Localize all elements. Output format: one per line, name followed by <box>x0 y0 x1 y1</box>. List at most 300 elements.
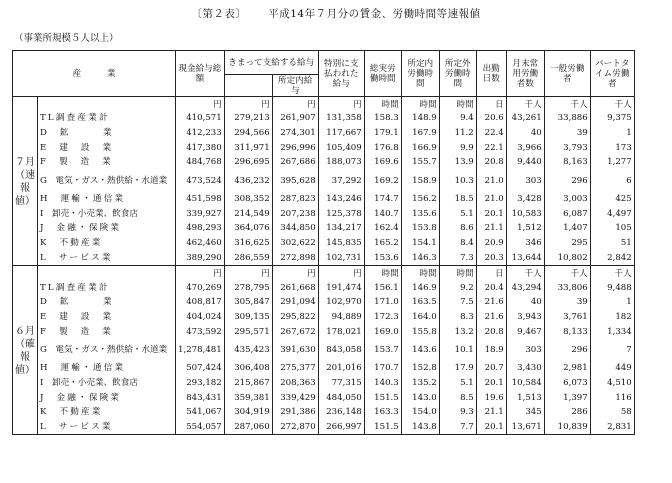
value-cell: 364,076 <box>224 221 272 236</box>
value-cell: 151.5 <box>364 390 401 405</box>
value-cell: 473,592 <box>176 324 225 339</box>
value-cell: 201,016 <box>318 361 364 376</box>
value-cell: 153.6 <box>364 251 401 266</box>
value-cell: 146.9 <box>401 280 439 295</box>
value-cell: 462,460 <box>176 236 225 251</box>
industry-cell: H 運輸・通信業 <box>38 192 176 207</box>
unit-cell: 千人 <box>506 97 544 112</box>
value-cell: 39 <box>544 295 590 310</box>
value-cell: 105 <box>590 221 634 236</box>
value-cell: 272,870 <box>272 420 318 435</box>
value-cell: 843,058 <box>318 339 364 361</box>
value-cell: 8,133 <box>544 324 590 339</box>
value-cell: 13,671 <box>506 420 544 435</box>
value-cell: 6 <box>590 170 634 192</box>
value-cell: 10,583 <box>506 206 544 221</box>
value-cell: 309,135 <box>224 310 272 325</box>
header-contractual: きまって支給する給与 <box>224 51 318 75</box>
industry-cell: TL調査産業計 <box>38 111 176 126</box>
value-cell: 77,315 <box>318 376 364 391</box>
value-cell: 165.2 <box>364 236 401 251</box>
unit-cell: 時間 <box>364 97 401 112</box>
value-cell: 22.4 <box>476 126 506 141</box>
value-cell: 484,050 <box>318 390 364 405</box>
unit-cell: 円 <box>224 97 272 112</box>
value-cell: 308,352 <box>224 192 272 207</box>
value-cell: 208,363 <box>272 376 318 391</box>
value-cell: 102,731 <box>318 251 364 266</box>
value-cell: 182 <box>590 310 634 325</box>
value-cell: 261,907 <box>272 111 318 126</box>
table-row <box>13 140 635 155</box>
value-cell: 166.9 <box>401 140 439 155</box>
value-cell: 22.1 <box>476 140 506 155</box>
value-cell: 153.7 <box>364 339 401 361</box>
unit-cell: 千人 <box>506 266 544 281</box>
value-cell: 167.9 <box>401 126 439 141</box>
industry-cell: G 電気・ガス・熱供給・水道業 <box>38 339 176 361</box>
value-cell: 58 <box>590 405 634 420</box>
value-cell: 19.6 <box>476 390 506 405</box>
value-cell: 272,898 <box>272 251 318 266</box>
unit-cell: 時間 <box>401 97 439 112</box>
value-cell: 155.7 <box>401 155 439 170</box>
industry-cell: J 金融・保険業 <box>38 390 176 405</box>
value-cell: 1,278,481 <box>176 339 225 361</box>
table-row <box>13 236 635 251</box>
value-cell: 2,831 <box>590 420 634 435</box>
value-cell: 158.3 <box>364 111 401 126</box>
value-cell: 105,409 <box>318 140 364 155</box>
value-cell: 291,386 <box>272 405 318 420</box>
industry-cell: K 不動産業 <box>38 405 176 420</box>
value-cell: 1,397 <box>544 390 590 405</box>
value-cell: 9,375 <box>590 111 634 126</box>
value-cell: 412,233 <box>176 126 225 141</box>
value-cell: 143.6 <box>401 339 439 361</box>
value-cell: 9,440 <box>506 155 544 170</box>
value-cell: 146.3 <box>401 251 439 266</box>
value-cell: 117,667 <box>318 126 364 141</box>
table-row <box>13 111 635 126</box>
value-cell: 18.5 <box>439 192 476 207</box>
value-cell: 125,378 <box>318 206 364 221</box>
value-cell: 296,996 <box>272 140 318 155</box>
value-cell: 9,488 <box>590 280 634 295</box>
unit-cell: 時間 <box>439 266 476 281</box>
value-cell: 170.7 <box>364 361 401 376</box>
section-label: ７月（速報値） <box>13 97 38 266</box>
value-cell: 20.8 <box>476 155 506 170</box>
value-cell: 303 <box>506 339 544 361</box>
value-cell: 306,408 <box>224 361 272 376</box>
scope-note: （事業所規模５人以上） <box>14 33 119 44</box>
value-cell: 143.8 <box>401 420 439 435</box>
value-cell: 148.9 <box>401 111 439 126</box>
unit-cell: 時間 <box>401 266 439 281</box>
value-cell: 2,981 <box>544 361 590 376</box>
value-cell: 6,073 <box>544 376 590 391</box>
value-cell: 267,672 <box>272 324 318 339</box>
value-cell: 9.3 <box>439 405 476 420</box>
header-parttime: パートタイム労働者 <box>590 51 634 97</box>
value-cell: 295,822 <box>272 310 318 325</box>
table-row <box>13 221 635 236</box>
value-cell: 13.9 <box>439 155 476 170</box>
industry-cell: G 電気・ガス・熱供給・水道業 <box>38 170 176 192</box>
table-row <box>13 251 635 266</box>
value-cell: 295,571 <box>224 324 272 339</box>
value-cell: 339,429 <box>272 390 318 405</box>
value-cell: 215,867 <box>224 376 272 391</box>
value-cell: 294,566 <box>224 126 272 141</box>
header-days: 出勤日数 <box>476 51 506 97</box>
value-cell: 293,182 <box>176 376 225 391</box>
value-cell: 1,334 <box>590 324 634 339</box>
value-cell: 10,584 <box>506 376 544 391</box>
industry-cell: TL調査産業計 <box>38 280 176 295</box>
value-cell: 7 <box>590 339 634 361</box>
value-cell: 286 <box>544 405 590 420</box>
value-cell: 94,889 <box>318 310 364 325</box>
value-cell: 20.4 <box>476 280 506 295</box>
value-cell: 191,474 <box>318 280 364 295</box>
header-scheduled: 所定内給与 <box>272 75 318 97</box>
unit-cell: 時間 <box>439 97 476 112</box>
value-cell: 163.3 <box>364 405 401 420</box>
value-cell: 287,823 <box>272 192 318 207</box>
value-cell: 154.1 <box>401 236 439 251</box>
value-cell: 304,919 <box>224 405 272 420</box>
industry-cell: J 金融・保険業 <box>38 221 176 236</box>
value-cell: 541,067 <box>176 405 225 420</box>
value-cell: 843,431 <box>176 390 225 405</box>
value-cell: 507,424 <box>176 361 225 376</box>
industry-cell: L サービス業 <box>38 251 176 266</box>
value-cell: 21.1 <box>476 405 506 420</box>
industry-cell: D 鉱 業 <box>38 295 176 310</box>
value-cell: 346 <box>506 236 544 251</box>
document-title <box>0 6 672 21</box>
value-cell: 408,817 <box>176 295 225 310</box>
header-scheduled-hours: 所定内労働時間 <box>401 51 439 97</box>
table-row <box>13 295 635 310</box>
value-cell: 484,768 <box>176 155 225 170</box>
value-cell: 7.5 <box>439 295 476 310</box>
unit-cell: 千人 <box>590 266 634 281</box>
value-cell: 2,842 <box>590 251 634 266</box>
value-cell: 236,148 <box>318 405 364 420</box>
value-cell: 1 <box>590 126 634 141</box>
value-cell: 435,423 <box>224 339 272 361</box>
value-cell: 296 <box>544 170 590 192</box>
value-cell: 345 <box>506 405 544 420</box>
table-row <box>13 155 635 170</box>
value-cell: 154.0 <box>401 405 439 420</box>
value-cell: 21.0 <box>476 170 506 192</box>
value-cell: 178,021 <box>318 324 364 339</box>
unit-cell: 日 <box>476 97 506 112</box>
value-cell: 278,795 <box>224 280 272 295</box>
unit-cell: 日 <box>476 266 506 281</box>
value-cell: 5.1 <box>439 206 476 221</box>
value-cell: 359,381 <box>224 390 272 405</box>
unit-cell: 千人 <box>544 266 590 281</box>
value-cell: 176.8 <box>364 140 401 155</box>
value-cell: 156.1 <box>364 280 401 295</box>
industry-cell: E 建 設 業 <box>38 310 176 325</box>
value-cell: 279,213 <box>224 111 272 126</box>
value-cell: 3,430 <box>506 361 544 376</box>
table-row <box>13 126 635 141</box>
value-cell: 339,927 <box>176 206 225 221</box>
value-cell: 410,571 <box>176 111 225 126</box>
title-text: 平成14年７月分の賃金、労働時間等速報値 <box>268 8 481 20</box>
value-cell: 470,269 <box>176 280 225 295</box>
value-cell: 163.5 <box>401 295 439 310</box>
industry-cell: I 卸売・小売業、飲食店 <box>38 376 176 391</box>
value-cell: 261,668 <box>272 280 318 295</box>
industry-cell: D 鉱 業 <box>38 126 176 141</box>
value-cell: 169.6 <box>364 155 401 170</box>
value-cell: 20.7 <box>476 361 506 376</box>
value-cell: 296 <box>544 339 590 361</box>
value-cell: 169.2 <box>364 170 401 192</box>
value-cell: 1,277 <box>590 155 634 170</box>
value-cell: 21.1 <box>476 221 506 236</box>
industry-cell: L サービス業 <box>38 420 176 435</box>
value-cell: 302,622 <box>272 236 318 251</box>
value-cell: 13,644 <box>506 251 544 266</box>
value-cell: 9.9 <box>439 140 476 155</box>
value-cell: 267,686 <box>272 155 318 170</box>
table-row <box>13 361 635 376</box>
value-cell: 33,886 <box>544 111 590 126</box>
unit-cell: 円 <box>176 266 225 281</box>
header-industry: 産 業 <box>13 51 176 97</box>
value-cell: 3,003 <box>544 192 590 207</box>
value-cell: 151.5 <box>364 420 401 435</box>
value-cell: 344,850 <box>272 221 318 236</box>
value-cell: 473,524 <box>176 170 225 192</box>
value-cell: 1 <box>590 295 634 310</box>
header-total-wage: 現金給与総額 <box>176 51 225 97</box>
value-cell: 171.0 <box>364 295 401 310</box>
table-row <box>13 376 635 391</box>
value-cell: 188,073 <box>318 155 364 170</box>
value-cell: 131,358 <box>318 111 364 126</box>
value-cell: 8.4 <box>439 236 476 251</box>
industry-cell: E 建 設 業 <box>38 140 176 155</box>
value-cell: 140.7 <box>364 206 401 221</box>
value-cell: 1,407 <box>544 221 590 236</box>
header-overtime-hours: 所定外労働時間 <box>439 51 476 97</box>
value-cell: 20.1 <box>476 206 506 221</box>
value-cell: 451,598 <box>176 192 225 207</box>
value-cell: 305,847 <box>224 295 272 310</box>
value-cell: 5.1 <box>439 376 476 391</box>
unit-cell: 千人 <box>590 97 634 112</box>
value-cell: 8.3 <box>439 310 476 325</box>
value-cell: 3,966 <box>506 140 544 155</box>
value-cell: 116 <box>590 390 634 405</box>
unit-cell: 円 <box>318 266 364 281</box>
industry-cell: I 卸売・小売業、飲食店 <box>38 206 176 221</box>
value-cell: 169.0 <box>364 324 401 339</box>
value-cell: 214,549 <box>224 206 272 221</box>
table-row <box>13 206 635 221</box>
value-cell: 8,163 <box>544 155 590 170</box>
value-cell: 266,997 <box>318 420 364 435</box>
value-cell: 498,293 <box>176 221 225 236</box>
value-cell: 404,024 <box>176 310 225 325</box>
value-cell: 20.3 <box>476 251 506 266</box>
value-cell: 155.8 <box>401 324 439 339</box>
value-cell: 20.6 <box>476 111 506 126</box>
value-cell: 295 <box>544 236 590 251</box>
value-cell: 9.2 <box>439 280 476 295</box>
value-cell: 207,238 <box>272 206 318 221</box>
value-cell: 417,380 <box>176 140 225 155</box>
value-cell: 20.8 <box>476 324 506 339</box>
value-cell: 40 <box>506 126 544 141</box>
table-row <box>13 280 635 295</box>
unit-cell: 円 <box>176 97 225 112</box>
value-cell: 156.2 <box>401 192 439 207</box>
value-cell: 303 <box>506 170 544 192</box>
value-cell: 449 <box>590 361 634 376</box>
unit-cell: 時間 <box>364 266 401 281</box>
table-row <box>13 192 635 207</box>
value-cell: 286,559 <box>224 251 272 266</box>
value-cell: 395,628 <box>272 170 318 192</box>
unit-cell: 円 <box>272 266 318 281</box>
value-cell: 436,232 <box>224 170 272 192</box>
value-cell: 9,467 <box>506 324 544 339</box>
value-cell: 20.1 <box>476 420 506 435</box>
value-cell: 20.1 <box>476 376 506 391</box>
table-tag: 〔第２表〕 <box>191 8 247 20</box>
value-cell: 3,761 <box>544 310 590 325</box>
value-cell: 135.2 <box>401 376 439 391</box>
table-row <box>13 324 635 339</box>
value-cell: 3,943 <box>506 310 544 325</box>
value-cell: 275,377 <box>272 361 318 376</box>
unit-row <box>13 97 635 112</box>
value-cell: 10.1 <box>439 339 476 361</box>
wage-table <box>12 50 635 435</box>
value-cell: 135.6 <box>401 206 439 221</box>
value-cell: 554,057 <box>176 420 225 435</box>
value-cell: 7.3 <box>439 251 476 266</box>
value-cell: 21.0 <box>476 192 506 207</box>
industry-cell: H 運輸・通信業 <box>38 361 176 376</box>
value-cell: 1,513 <box>506 390 544 405</box>
value-cell: 274,301 <box>272 126 318 141</box>
value-cell: 158.9 <box>401 170 439 192</box>
value-cell: 102,970 <box>318 295 364 310</box>
industry-cell: F 製 造 業 <box>38 324 176 339</box>
value-cell: 6,087 <box>544 206 590 221</box>
value-cell: 162.4 <box>364 221 401 236</box>
unit-row <box>13 266 635 281</box>
value-cell: 13.2 <box>439 324 476 339</box>
value-cell: 4,497 <box>590 206 634 221</box>
value-cell: 3,428 <box>506 192 544 207</box>
table-row <box>13 310 635 325</box>
unit-cell: 千人 <box>544 97 590 112</box>
value-cell: 21.6 <box>476 295 506 310</box>
header-total-hours: 総実労働時間 <box>364 51 401 97</box>
table-row <box>13 390 635 405</box>
value-cell: 18.9 <box>476 339 506 361</box>
value-cell: 174.7 <box>364 192 401 207</box>
value-cell: 10,802 <box>544 251 590 266</box>
value-cell: 51 <box>590 236 634 251</box>
value-cell: 8.5 <box>439 390 476 405</box>
industry-cell: F 製 造 業 <box>38 155 176 170</box>
value-cell: 425 <box>590 192 634 207</box>
value-cell: 164.0 <box>401 310 439 325</box>
table-row <box>13 420 635 435</box>
value-cell: 140.3 <box>364 376 401 391</box>
value-cell: 4,510 <box>590 376 634 391</box>
section-label: ６月（確報値） <box>13 266 38 435</box>
value-cell: 143,246 <box>318 192 364 207</box>
value-cell: 20.9 <box>476 236 506 251</box>
unit-cell: 円 <box>272 97 318 112</box>
unit-cell: 円 <box>224 266 272 281</box>
value-cell: 173 <box>590 140 634 155</box>
value-cell: 143.0 <box>401 390 439 405</box>
value-cell: 33,806 <box>544 280 590 295</box>
value-cell: 39 <box>544 126 590 141</box>
table-row <box>13 405 635 420</box>
value-cell: 21.6 <box>476 310 506 325</box>
value-cell: 291,094 <box>272 295 318 310</box>
value-cell: 391,630 <box>272 339 318 361</box>
value-cell: 37,292 <box>318 170 364 192</box>
unit-cell: 円 <box>318 97 364 112</box>
value-cell: 3,793 <box>544 140 590 155</box>
value-cell: 40 <box>506 295 544 310</box>
header-special: 特別に支払われた給与 <box>318 51 364 97</box>
value-cell: 43,294 <box>506 280 544 295</box>
value-cell: 10.3 <box>439 170 476 192</box>
value-cell: 311,971 <box>224 140 272 155</box>
header-general: 一般労働者 <box>544 51 590 97</box>
value-cell: 153.8 <box>401 221 439 236</box>
value-cell: 172.3 <box>364 310 401 325</box>
value-cell: 10,839 <box>544 420 590 435</box>
value-cell: 8.6 <box>439 221 476 236</box>
value-cell: 152.8 <box>401 361 439 376</box>
value-cell: 7.7 <box>439 420 476 435</box>
value-cell: 134,217 <box>318 221 364 236</box>
value-cell: 11.2 <box>439 126 476 141</box>
value-cell: 145,835 <box>318 236 364 251</box>
header-employees: 月末常用労働者数 <box>506 51 544 97</box>
value-cell: 316,625 <box>224 236 272 251</box>
value-cell: 287,060 <box>224 420 272 435</box>
value-cell: 43,261 <box>506 111 544 126</box>
table-row <box>13 170 635 192</box>
table-row <box>13 339 635 361</box>
value-cell: 389,290 <box>176 251 225 266</box>
industry-cell: K 不動産業 <box>38 236 176 251</box>
value-cell: 1,512 <box>506 221 544 236</box>
value-cell: 17.9 <box>439 361 476 376</box>
